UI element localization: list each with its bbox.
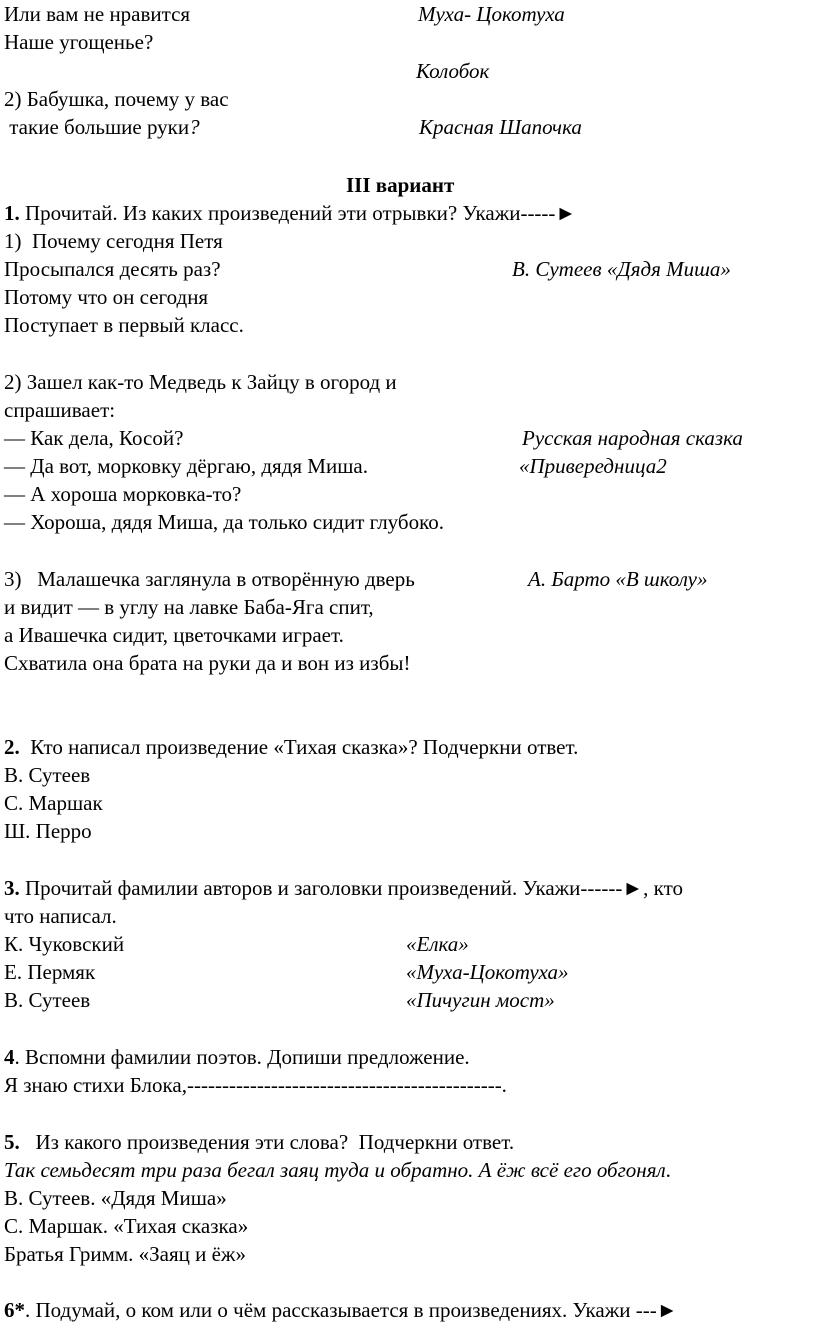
task-number: 1.	[4, 201, 20, 225]
quiz-line: такие большие руки?	[4, 115, 200, 139]
quiz-line: 2) Бабушка, почему у вас	[4, 87, 229, 111]
task-number: 5.	[4, 1130, 20, 1154]
quiz-line: Или вам не нравится	[4, 2, 191, 26]
author-name: Е. Пермяк	[4, 960, 96, 984]
excerpt-line: 1) Почему сегодня Петя	[4, 229, 223, 253]
excerpt-line: спрашивает:	[4, 398, 116, 422]
answer-title: Колобок	[416, 59, 490, 83]
excerpt-line: — Да вот, морковку дёргаю, дядя Миша.	[4, 454, 368, 478]
excerpt-line: Схватила она брата на руки да и вон из избы!	[4, 651, 411, 675]
task-5-prompt: 5. Из какого произведения эти слова? Подчеркни ответ.	[4, 1130, 515, 1154]
answer-title: Красная Шапочка	[419, 115, 582, 139]
variant-heading: III вариант	[346, 173, 455, 197]
fill-in-line: Я знаю стихи Блока,---------------------------------------------.	[4, 1073, 507, 1097]
answer-option: Ш. Перро	[4, 819, 92, 843]
answer-title: Муха- Цокотуха	[418, 2, 565, 26]
answer-option: Братья Гримм. «Заяц и ёж»	[4, 1242, 246, 1266]
excerpt-line: а Ивашечка сидит, цветочками играет.	[4, 623, 344, 647]
task-3-prompt: 3. Прочитай фамилии авторов и заголовки произведений. Укажи------►, кто	[4, 876, 683, 900]
answer-option: В. Сутеев. «Дядя Миша»	[4, 1186, 227, 1210]
task-number: 6*	[4, 1298, 25, 1322]
excerpt-line: 2) Зашел как-то Медведь к Зайцу в огород и	[4, 370, 397, 394]
quiz-line: Наше угощенье?	[4, 30, 154, 54]
excerpt-line: — Как дела, Косой?	[4, 426, 184, 450]
author-name: К. Чуковский	[4, 932, 125, 956]
source-title: «Привередница2	[519, 454, 667, 478]
excerpt-line: Просыпался десять раз?	[4, 257, 221, 281]
author-name: В. Сутеев	[4, 988, 91, 1012]
source-title: В. Сутеев «Дядя Миша»	[512, 257, 731, 281]
task-number: 2.	[4, 735, 20, 759]
task-3-prompt-cont: что написал.	[4, 904, 117, 928]
excerpt-line: Поступает в первый класс.	[4, 313, 244, 337]
excerpt-line: — А хороша морковка-то?	[4, 482, 242, 506]
task-number: 3.	[4, 876, 20, 900]
answer-option: В. Сутеев	[4, 763, 91, 787]
work-title: «Пичугин мост»	[406, 988, 555, 1012]
source-title: А. Барто «В школу»	[528, 567, 708, 591]
task-4-prompt: 4. Вспомни фамилии поэтов. Допиши предложение.	[4, 1045, 470, 1069]
task-2-prompt: 2. Кто написал произведение «Тихая сказка»? Подчеркни ответ.	[4, 735, 579, 759]
excerpt-line: 3) Малашечка заглянула в отворённую дверь	[4, 567, 415, 591]
task-1-prompt: 1. Прочитай. Из каких произведений эти отрывки? Укажи-----►	[4, 201, 577, 225]
excerpt-line: Потому что он сегодня	[4, 285, 209, 309]
excerpt-line: и видит — в углу на лавке Баба-Яга спит,	[4, 595, 374, 619]
answer-option: С. Маршак. «Тихая сказка»	[4, 1214, 249, 1238]
task-5-quote: Так семьдесят три раза бегал заяц туда и обратно. А ёж всё его обгонял.	[4, 1158, 671, 1182]
work-title: «Муха-Цокотуха»	[406, 960, 569, 984]
excerpt-line: — Хороша, дядя Миша, да только сидит глубоко.	[4, 510, 444, 534]
source-title: Русская народная сказка	[522, 426, 743, 450]
task-6-prompt: 6*. Подумай, о ком или о чём рассказывается в произведениях. Укажи ---►	[4, 1298, 678, 1322]
answer-option: С. Маршак	[4, 791, 103, 815]
work-title: «Елка»	[406, 932, 469, 956]
task-number: 4	[4, 1045, 15, 1069]
